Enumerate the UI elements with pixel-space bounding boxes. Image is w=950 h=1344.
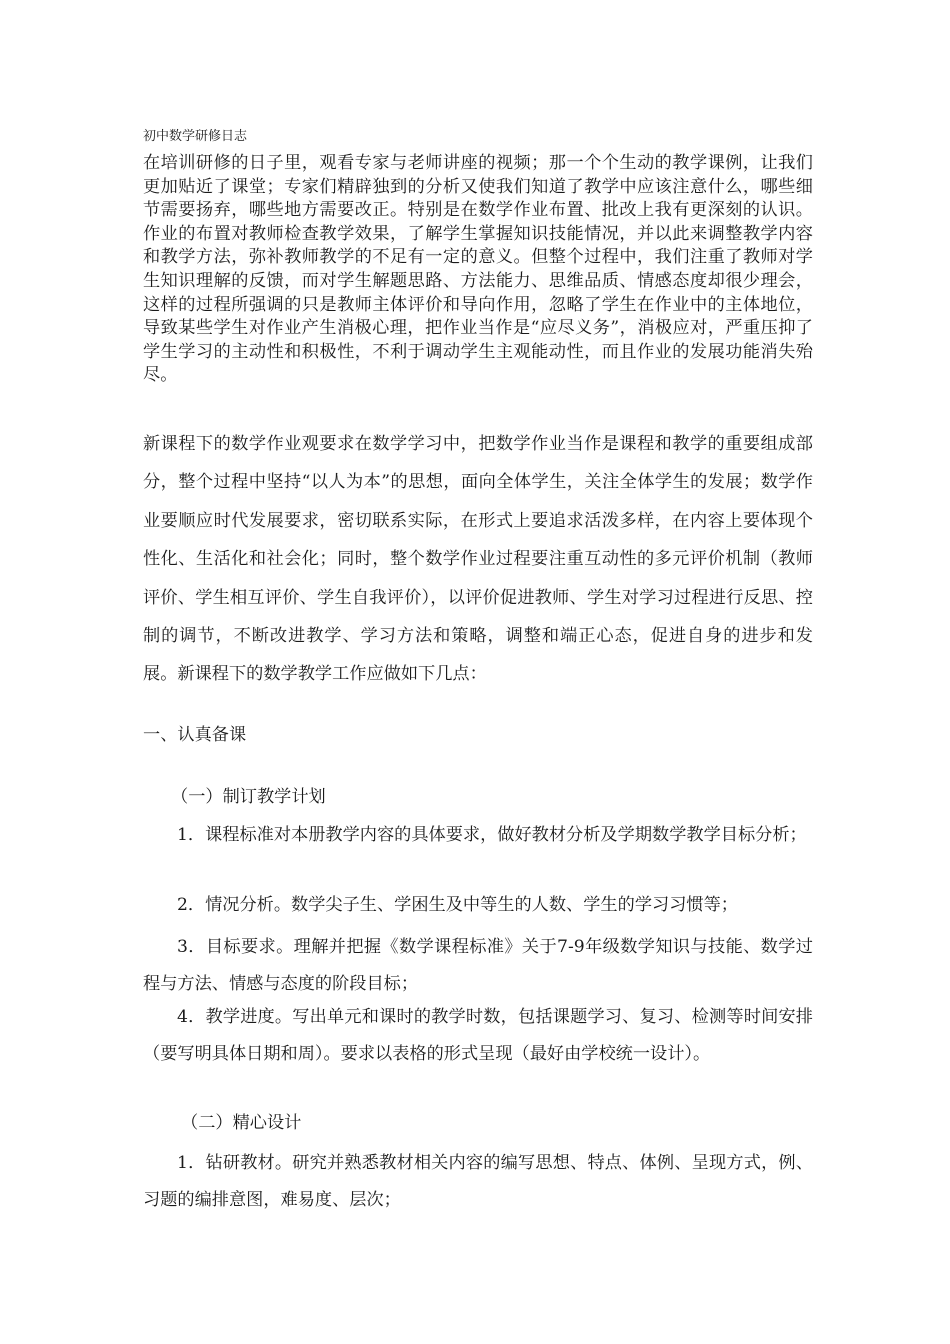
- list-item-study-textbook: 1．钻研教材。研究并熟悉教材相关内容的编写思想、特点、体例、呈现方式，例、习题的编排意图，难易度、层次；: [143, 1153, 813, 1210]
- list-item-curriculum-standard: 1．课程标准对本册教学内容的具体要求，做好教材分析及学期数学教学目标分析；: [177, 825, 807, 845]
- section-heading-prepare-lessons: 一、认真备课: [143, 725, 247, 745]
- list-item-situation-analysis: 2．情况分析。数学尖子生、学困生及中等生的人数、学生的学习习惯等；: [177, 895, 738, 915]
- list-item-goal-requirements: 3．目标要求。理解并把握《数学课程标准》关于7-9年级数学知识与技能、数学过程与方法、情感与态度的阶段目标；: [143, 937, 813, 994]
- subsection-heading-careful-design: （二）精心设计: [181, 1113, 302, 1133]
- subsection-heading-teaching-plan: （一）制订教学计划: [171, 787, 326, 807]
- homework-view-paragraph: 新课程下的数学作业观要求在数学学习中，把数学作业当作是课程和教学的重要组成部分，整个过程中坚持“以人为本”的思想，面向全体学生，关注全体学生的发展；数学作业要顺应时代发展要求，密切联系实际，在形式上要追求活泼多样，在内容上要体现个性化、生活化和社会化；同时，整个数学作业过程要注重互动性的多元评价机制（教师评价、学生相互评价、学生自我评价），以评价促进教师、学生对学习过程进行反思、控制的调节，不断改进教学、学习方法和策略，调整和端正心态，促进自身的进步和发展。新课程下的数学教学工作应做如下几点：: [143, 434, 813, 685]
- list-item-teaching-progress: 4．教学进度。写出单元和课时的教学时数，包括课题学习、复习、检测等时间安排（要写明具体日期和周）。要求以表格的形式呈现（最好由学校统一设计）。: [143, 1007, 813, 1064]
- document-title: 初中数学研修日志: [143, 129, 248, 144]
- intro-paragraph: 在培训研修的日子里，观看专家与老师讲座的视频；那一个个生动的教学课例，让我们更加贴近了课堂；专家们精辟独到的分析又使我们知道了教学中应该注意什么，哪些细节需要扬弃，哪些地方需要改正。特别是在数学作业布置、批改上我有更深刻的认识。作业的布置对教师检查教学效果，了解学生掌握知识技能情况，并以此来调整教学内容和教学方法，弥补教师教学的不足有一定的意义。但整个过程中，我们注重了教师对学生知识理解的反馈，而对学生解题思路、方法能力、思维品质、情感态度却很少理会，这样的过程所强调的只是教师主体评价和导向作用，忽略了学生在作业中的主体地位，导致某些学生对作业产生消极心理，把作业当作是“应尽义务”，消极应对，严重压抑了学生学习的主动性和积极性，不利于调动学生主观能动性，而且作业的发展功能消失殆尽。: [143, 153, 813, 386]
